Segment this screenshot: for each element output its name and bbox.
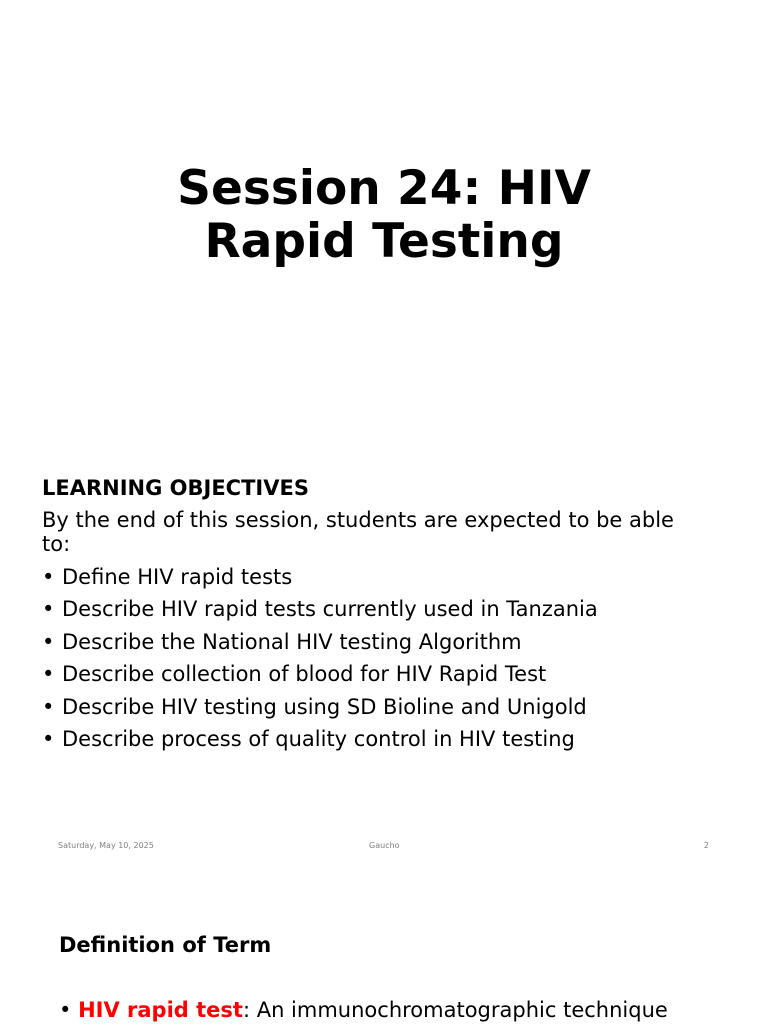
objective-item xyxy=(42,723,742,755)
slide-title-heading xyxy=(0,162,768,268)
objectives-intro: By the end of this session, students are expected to be able to: xyxy=(42,508,674,556)
objectives-list xyxy=(42,561,742,755)
footer-author: Gaucho xyxy=(369,841,400,850)
footer-date: Saturday, May 10, 2025 xyxy=(58,841,154,850)
bullet-icon: • xyxy=(42,727,55,752)
objective-item xyxy=(42,658,742,690)
slide-title xyxy=(0,0,768,430)
bullet-icon: • xyxy=(42,662,55,687)
footer-page-number: 2 xyxy=(703,841,709,850)
bullet-icon: • xyxy=(42,597,55,622)
definition-term: HIV rapid test xyxy=(78,998,243,1022)
bullet-icon: • xyxy=(42,629,55,654)
objective-text: Describe the National HIV testing Algorithm xyxy=(62,629,522,654)
bullet-icon: • xyxy=(59,998,72,1022)
definition-item xyxy=(59,996,729,1024)
title-line-1: Session 24: HIV xyxy=(177,161,591,216)
definition-heading: Definition of Term xyxy=(59,933,272,957)
slide-learning-objectives xyxy=(0,430,768,862)
bullet-icon: • xyxy=(42,694,55,719)
slide-definition xyxy=(0,862,768,1024)
objective-item xyxy=(42,593,742,625)
objective-text: Describe collection of blood for HIV Rapid Test xyxy=(62,662,547,687)
objective-text: Describe HIV rapid tests currently used in Tanzania xyxy=(62,597,598,622)
objective-item xyxy=(42,626,742,658)
objective-text: Define HIV rapid tests xyxy=(62,565,293,589)
objective-item xyxy=(42,691,742,723)
objective-item xyxy=(42,561,742,593)
objectives-heading: LEARNING OBJECTIVES xyxy=(42,476,309,500)
bullet-icon: • xyxy=(42,565,55,589)
objective-text: Describe HIV testing using SD Bioline and Unigold xyxy=(62,694,587,719)
title-line-2: Rapid Testing xyxy=(204,214,564,269)
definition-text: : An immunochromatographic technique xyxy=(242,998,668,1022)
objective-text: Describe process of quality control in HIV testing xyxy=(62,727,575,752)
